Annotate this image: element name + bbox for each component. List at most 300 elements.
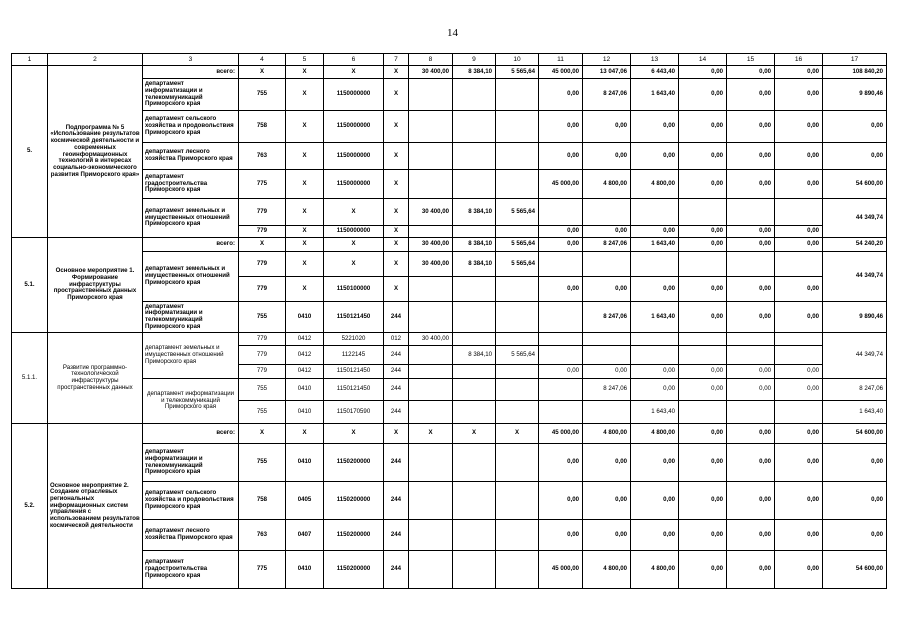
- table-cell: 0,00: [583, 520, 631, 551]
- table-cell: 30 400,00: [409, 199, 453, 226]
- empty-cell: [409, 143, 453, 170]
- table-cell: Х: [384, 143, 409, 170]
- empty-cell: [496, 551, 539, 589]
- table-cell: 30 400,00: [409, 333, 453, 346]
- table-cell: всего:: [143, 238, 239, 252]
- table-cell: Х: [286, 424, 324, 444]
- section-number: 5.: [12, 66, 48, 238]
- table-cell: 0,00: [679, 277, 727, 302]
- table-cell: 1150000000: [324, 143, 384, 170]
- table-cell: 4 800,00: [631, 551, 679, 589]
- table-cell: департамент лесного хозяйства Приморского края: [143, 143, 239, 170]
- table-cell: 244: [384, 401, 409, 424]
- empty-cell: [496, 302, 539, 333]
- table-cell: 0,00: [823, 111, 887, 143]
- table-cell: Х: [286, 226, 324, 238]
- empty-cell: [409, 226, 453, 238]
- table-cell: 1150121450: [324, 379, 384, 401]
- table-cell: 30 400,00: [409, 252, 453, 277]
- empty-cell: [453, 170, 496, 199]
- table-cell: Х: [384, 238, 409, 252]
- table-cell: 779: [239, 277, 286, 302]
- empty-cell: [453, 333, 496, 346]
- table-cell: 0,00: [775, 66, 823, 79]
- empty-cell: [453, 444, 496, 482]
- table-cell: 0,00: [539, 238, 583, 252]
- empty-cell: [775, 346, 823, 365]
- table-row: [12, 238, 887, 252]
- table-cell: 4 800,00: [631, 424, 679, 444]
- table-cell: всего:: [143, 424, 239, 444]
- empty-cell: [583, 401, 631, 424]
- table-cell: 779: [239, 199, 286, 226]
- empty-cell: [775, 199, 823, 226]
- table-cell: 779: [239, 365, 286, 379]
- empty-cell: [496, 365, 539, 379]
- empty-cell: [583, 252, 631, 277]
- table-cell: Х: [384, 199, 409, 226]
- table-cell: 1150000000: [324, 226, 384, 238]
- empty-cell: [409, 379, 453, 401]
- table-cell: 0,00: [679, 365, 727, 379]
- table-cell: 0,00: [727, 226, 775, 238]
- table-cell: 0,00: [583, 111, 631, 143]
- table-cell: 0,00: [539, 482, 583, 520]
- table-row: [12, 482, 887, 520]
- empty-cell: [409, 302, 453, 333]
- table-cell: 244: [384, 482, 409, 520]
- empty-cell: [453, 79, 496, 111]
- table-cell: департамент информатизации и телекоммуникаций Приморского края: [143, 379, 239, 424]
- table-cell: 244: [384, 346, 409, 365]
- table-cell: Х: [286, 238, 324, 252]
- empty-cell: [453, 302, 496, 333]
- table-cell: 0412: [286, 333, 324, 346]
- empty-cell: [496, 170, 539, 199]
- empty-cell: [453, 143, 496, 170]
- table-cell: 0,00: [727, 79, 775, 111]
- table-cell: 0,00: [583, 277, 631, 302]
- header-cell: 4: [239, 54, 286, 66]
- table-cell: 54 240,20: [823, 238, 887, 252]
- section-name: Подпрограмма № 5 «Использование результатов космической деятельности и современных геоинформационных технологий в интересах социально-экономического развития Приморского края»: [48, 66, 143, 238]
- table-cell: Х: [286, 277, 324, 302]
- table-cell: 1150200000: [324, 520, 384, 551]
- header-cell: 11: [539, 54, 583, 66]
- table-cell: 0,00: [823, 482, 887, 520]
- table-cell: 775: [239, 170, 286, 199]
- section-name: Основное мероприятие 2. Создание отраслевых региональных информационных систем управления с использованием результатов космической деятельности: [48, 424, 143, 589]
- table-row: [12, 551, 887, 589]
- empty-cell: [631, 333, 679, 346]
- empty-cell: [409, 111, 453, 143]
- empty-cell: [453, 551, 496, 589]
- table-cell: 0,00: [679, 238, 727, 252]
- table-cell: 0,00: [775, 226, 823, 238]
- table-cell: 0,00: [823, 444, 887, 482]
- empty-cell: [453, 482, 496, 520]
- table-cell: 0,00: [727, 444, 775, 482]
- table-cell: Х: [384, 66, 409, 79]
- empty-cell: [453, 365, 496, 379]
- table-row: [12, 143, 887, 170]
- table-cell: 012: [384, 333, 409, 346]
- table-cell: департамент земельных и имущественных отношений Приморского края: [143, 199, 239, 238]
- table-cell: 0,00: [583, 444, 631, 482]
- table-cell: департамент информатизации и телекоммуникаций Приморского края: [143, 302, 239, 333]
- empty-cell: [679, 333, 727, 346]
- empty-cell: [631, 346, 679, 365]
- table-cell: 755: [239, 302, 286, 333]
- table-cell: 0,00: [775, 79, 823, 111]
- table-cell: 0,00: [679, 79, 727, 111]
- empty-cell: [453, 277, 496, 302]
- table-cell: Х: [384, 226, 409, 238]
- table-cell: 0,00: [775, 111, 823, 143]
- table-cell: 8 247,06: [583, 379, 631, 401]
- table-cell: департамент сельского хозяйства и продовольствия Приморского края: [143, 111, 239, 143]
- table-cell: 44 349,74: [823, 252, 887, 302]
- table-cell: 0,00: [679, 143, 727, 170]
- table-cell: 0,00: [583, 482, 631, 520]
- table-cell: департамент градостроительства Приморского края: [143, 170, 239, 199]
- empty-cell: [409, 79, 453, 111]
- empty-cell: [727, 333, 775, 346]
- table-cell: 1150170590: [324, 401, 384, 424]
- table-cell: Х: [239, 66, 286, 79]
- table-cell: 0,00: [539, 79, 583, 111]
- table-cell: Х: [239, 238, 286, 252]
- empty-cell: [409, 277, 453, 302]
- header-cell: 13: [631, 54, 679, 66]
- table-cell: 1 643,40: [631, 238, 679, 252]
- table-cell: 0,00: [539, 111, 583, 143]
- table-cell: Х: [384, 252, 409, 277]
- table-cell: Х: [409, 424, 453, 444]
- empty-cell: [496, 111, 539, 143]
- table-cell: 0407: [286, 520, 324, 551]
- table-cell: 0,00: [631, 111, 679, 143]
- table-cell: 8 384,10: [453, 199, 496, 226]
- table-cell: 45 000,00: [539, 170, 583, 199]
- table-cell: 6 443,40: [631, 66, 679, 79]
- table-cell: 1150000000: [324, 111, 384, 143]
- table-cell: 0,00: [679, 424, 727, 444]
- table-cell: 0405: [286, 482, 324, 520]
- table-cell: Х: [384, 111, 409, 143]
- table-cell: 0,00: [727, 520, 775, 551]
- empty-cell: [496, 444, 539, 482]
- header-cell: 10: [496, 54, 539, 66]
- table-cell: 0,00: [727, 365, 775, 379]
- table-cell: 0412: [286, 346, 324, 365]
- table-cell: 0,00: [679, 482, 727, 520]
- section-number: 5.1.1.: [12, 333, 48, 424]
- empty-cell: [583, 333, 631, 346]
- empty-cell: [496, 79, 539, 111]
- table-cell: 0,00: [539, 277, 583, 302]
- table-cell: 4 800,00: [631, 170, 679, 199]
- empty-cell: [496, 226, 539, 238]
- table-cell: 244: [384, 379, 409, 401]
- empty-cell: [409, 170, 453, 199]
- table-cell: 779: [239, 252, 286, 277]
- table-cell: 0,00: [775, 302, 823, 333]
- table-cell: 0410: [286, 401, 324, 424]
- section-number: 5.1.: [12, 238, 48, 333]
- table-cell: 758: [239, 482, 286, 520]
- empty-cell: [453, 111, 496, 143]
- table-cell: департамент информатизации и телекоммуникаций Приморского края: [143, 79, 239, 111]
- header-row: [12, 54, 887, 66]
- table-cell: 0,00: [775, 482, 823, 520]
- empty-cell: [583, 199, 631, 226]
- table-cell: 8 384,10: [453, 346, 496, 365]
- table-cell: 30 400,00: [409, 66, 453, 79]
- header-cell: 7: [384, 54, 409, 66]
- table-cell: 0,00: [727, 111, 775, 143]
- table-cell: 0,00: [631, 277, 679, 302]
- table-cell: 0,00: [631, 379, 679, 401]
- table-cell: 0,00: [727, 66, 775, 79]
- empty-cell: [727, 199, 775, 226]
- table-cell: 0,00: [775, 170, 823, 199]
- table-row: [12, 379, 887, 401]
- table-cell: 779: [239, 346, 286, 365]
- table-cell: Х: [324, 424, 384, 444]
- empty-cell: [496, 143, 539, 170]
- table-cell: 8 247,06: [583, 302, 631, 333]
- table-row: [12, 302, 887, 333]
- table-cell: 30 400,00: [409, 238, 453, 252]
- table-cell: 0,00: [679, 66, 727, 79]
- table-cell: 1150100000: [324, 277, 384, 302]
- table-cell: 0,00: [679, 170, 727, 199]
- empty-cell: [727, 346, 775, 365]
- empty-cell: [496, 401, 539, 424]
- table-cell: 1150200000: [324, 482, 384, 520]
- table-cell: 0,00: [679, 379, 727, 401]
- table-cell: 755: [239, 401, 286, 424]
- header-cell: 6: [324, 54, 384, 66]
- header-cell: 15: [727, 54, 775, 66]
- budget-table: [11, 53, 887, 589]
- table-cell: 0,00: [727, 482, 775, 520]
- table-cell: 763: [239, 520, 286, 551]
- table-cell: 9 890,46: [823, 302, 887, 333]
- table-cell: 45 000,00: [539, 66, 583, 79]
- table-cell: 244: [384, 520, 409, 551]
- table-cell: 0,00: [679, 444, 727, 482]
- table-cell: 54 600,00: [823, 170, 887, 199]
- table-cell: 1 643,40: [631, 79, 679, 111]
- table-cell: 0,00: [775, 444, 823, 482]
- table-cell: 1150121450: [324, 302, 384, 333]
- table-cell: 5221020: [324, 333, 384, 346]
- empty-cell: [775, 333, 823, 346]
- table-cell: Х: [286, 66, 324, 79]
- empty-cell: [583, 346, 631, 365]
- table-cell: Х: [286, 170, 324, 199]
- table-cell: Х: [324, 238, 384, 252]
- empty-cell: [453, 401, 496, 424]
- empty-cell: [409, 444, 453, 482]
- table-row: [12, 520, 887, 551]
- table-cell: 54 600,00: [823, 424, 887, 444]
- table-cell: 0,00: [727, 379, 775, 401]
- table-cell: 4 800,00: [583, 424, 631, 444]
- empty-cell: [409, 401, 453, 424]
- page-number: 14: [447, 27, 458, 39]
- table-cell: Х: [286, 111, 324, 143]
- empty-cell: [679, 252, 727, 277]
- header-cell: 17: [823, 54, 887, 66]
- table-cell: всего:: [143, 66, 239, 79]
- table-cell: 1150000000: [324, 170, 384, 199]
- table-cell: 0,00: [539, 143, 583, 170]
- table-cell: 1150200000: [324, 444, 384, 482]
- table-cell: 9 890,46: [823, 79, 887, 111]
- empty-cell: [409, 482, 453, 520]
- table-cell: 779: [239, 226, 286, 238]
- table-cell: Х: [384, 424, 409, 444]
- table-cell: 1122145: [324, 346, 384, 365]
- table-row: [12, 252, 887, 277]
- header-cell: 2: [48, 54, 143, 66]
- table-cell: 0410: [286, 444, 324, 482]
- table-cell: 0412: [286, 365, 324, 379]
- header-cell: 16: [775, 54, 823, 66]
- table-cell: 0410: [286, 551, 324, 589]
- section-number: 5.2.: [12, 424, 48, 589]
- empty-cell: [496, 277, 539, 302]
- table-cell: 5 565,64: [496, 346, 539, 365]
- table-cell: 0,00: [727, 170, 775, 199]
- table-row: [12, 66, 887, 79]
- table-cell: 0,00: [727, 238, 775, 252]
- table-cell: 0,00: [583, 143, 631, 170]
- table-cell: 0410: [286, 379, 324, 401]
- table-cell: 8 247,06: [583, 238, 631, 252]
- table-cell: 1 643,40: [631, 302, 679, 333]
- table-row: [12, 424, 887, 444]
- table-cell: 0,00: [727, 143, 775, 170]
- empty-cell: [631, 252, 679, 277]
- table-row: [12, 79, 887, 111]
- header-cell: 14: [679, 54, 727, 66]
- table-cell: 45 000,00: [539, 424, 583, 444]
- table-cell: 0,00: [727, 424, 775, 444]
- table-cell: Х: [286, 252, 324, 277]
- table-cell: 0,00: [679, 226, 727, 238]
- table-cell: 8 247,06: [583, 79, 631, 111]
- table-cell: 775: [239, 551, 286, 589]
- table-cell: Х: [384, 79, 409, 111]
- empty-cell: [496, 333, 539, 346]
- table-cell: 0,00: [539, 365, 583, 379]
- table-cell: 779: [239, 333, 286, 346]
- empty-cell: [409, 365, 453, 379]
- table-cell: 44 349,74: [823, 199, 887, 238]
- table-cell: 1150000000: [324, 79, 384, 111]
- empty-cell: [539, 302, 583, 333]
- table-cell: 755: [239, 79, 286, 111]
- table-cell: 0410: [286, 302, 324, 333]
- table-row: [12, 170, 887, 199]
- empty-cell: [539, 199, 583, 226]
- table-cell: Х: [286, 143, 324, 170]
- table-cell: Х: [453, 424, 496, 444]
- table-cell: 0,00: [679, 520, 727, 551]
- table-cell: 0,00: [583, 365, 631, 379]
- table-cell: 1150121450: [324, 365, 384, 379]
- table-cell: 0,00: [679, 111, 727, 143]
- table-cell: 0,00: [539, 226, 583, 238]
- empty-cell: [409, 520, 453, 551]
- table-cell: 0,00: [727, 302, 775, 333]
- empty-cell: [453, 520, 496, 551]
- table-cell: 0,00: [539, 520, 583, 551]
- table-cell: 4 800,00: [583, 170, 631, 199]
- table-cell: 244: [384, 302, 409, 333]
- table-cell: департамент информатизации и телекоммуникаций Приморского края: [143, 444, 239, 482]
- table-cell: Х: [324, 66, 384, 79]
- empty-cell: [727, 401, 775, 424]
- empty-cell: [539, 252, 583, 277]
- table-cell: Х: [239, 424, 286, 444]
- table-cell: 0,00: [775, 520, 823, 551]
- empty-cell: [775, 401, 823, 424]
- table-cell: 5 565,64: [496, 66, 539, 79]
- table-cell: 0,00: [775, 277, 823, 302]
- table-row: [12, 333, 887, 346]
- table-row: [12, 199, 887, 226]
- table-cell: 244: [384, 551, 409, 589]
- table-cell: 4 800,00: [583, 551, 631, 589]
- header-cell: 3: [143, 54, 239, 66]
- table-cell: 0,00: [775, 143, 823, 170]
- table-cell: департамент сельского хозяйства и продовольствия Приморского края: [143, 482, 239, 520]
- table-cell: 0,00: [679, 551, 727, 589]
- table-cell: 0,00: [775, 551, 823, 589]
- empty-cell: [409, 551, 453, 589]
- table-cell: 0,00: [679, 302, 727, 333]
- section-name: Основное мероприятие 1. Формирование инфраструктуры пространственных данных Приморского края: [48, 238, 143, 333]
- table-cell: 0,00: [631, 143, 679, 170]
- table-cell: 8 384,10: [453, 252, 496, 277]
- table-cell: 0,00: [727, 277, 775, 302]
- table-cell: 0,00: [775, 379, 823, 401]
- table-cell: 0,00: [631, 520, 679, 551]
- empty-cell: [496, 482, 539, 520]
- empty-cell: [539, 379, 583, 401]
- table-cell: 0,00: [823, 143, 887, 170]
- table-cell: департамент лесного хозяйства Приморского края: [143, 520, 239, 551]
- empty-cell: [775, 252, 823, 277]
- empty-cell: [409, 346, 453, 365]
- table-cell: 13 047,06: [583, 66, 631, 79]
- table-row: [12, 111, 887, 143]
- table-cell: Х: [286, 79, 324, 111]
- table-cell: 8 384,10: [453, 66, 496, 79]
- table-cell: 0,00: [539, 444, 583, 482]
- table-cell: 1 643,40: [823, 401, 887, 424]
- empty-cell: [631, 199, 679, 226]
- table-cell: 8 384,10: [453, 238, 496, 252]
- table-cell: 108 840,20: [823, 66, 887, 79]
- table-cell: департамент земельных и имущественных отношений Приморского края: [143, 252, 239, 302]
- empty-cell: [453, 379, 496, 401]
